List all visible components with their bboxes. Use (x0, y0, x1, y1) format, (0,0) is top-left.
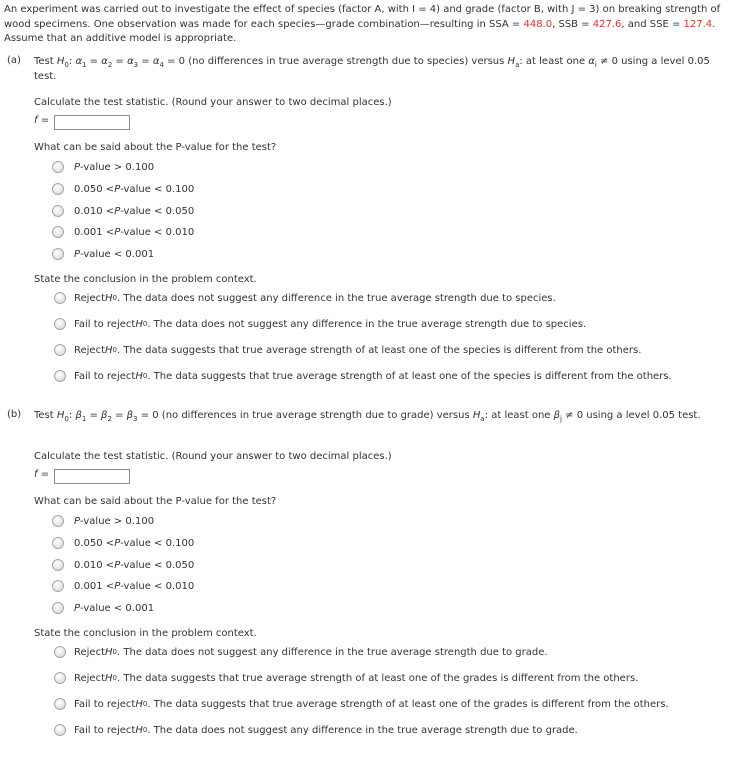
h-symbol: H (135, 318, 143, 330)
ssb-value: 427.6 (592, 18, 622, 30)
subscript: 0 (64, 415, 69, 423)
part-b-pvalue-option-1[interactable] (52, 515, 154, 527)
radio-button[interactable] (54, 292, 66, 304)
hyp-text: : (68, 410, 76, 421)
part-a-pvalue-option-1[interactable] (52, 161, 154, 173)
radio-button[interactable] (52, 580, 64, 592)
option-text: -value > 0.100 (80, 161, 155, 173)
f-label: f (34, 115, 38, 126)
subscript: 1 (82, 61, 87, 69)
part-b-label: (b) (7, 409, 22, 420)
option-text: Reject (74, 646, 106, 658)
prompt-text: What can be said about the P-value for the test? (34, 496, 277, 507)
option-text: Fail to reject (74, 724, 136, 736)
p-symbol: P (74, 161, 81, 173)
part-a-label: (a) (7, 55, 21, 66)
option-text: -value < 0.050 (120, 205, 195, 217)
part-b-hypothesis (34, 409, 734, 424)
p-symbol: P (114, 226, 121, 238)
p-symbol: P (114, 537, 121, 549)
radio-button[interactable] (54, 370, 66, 382)
f-eq: = (37, 115, 50, 126)
subscript: 1 (81, 415, 87, 423)
part-a-conclusion-option-3[interactable]: Reject H 0 . The data suggests that true average strength of at least one of the species is different from the others. (54, 344, 641, 356)
part-b-conclusion-option-1[interactable]: Reject H 0 . The data does not suggest any difference in the true average strength due to grade. (54, 646, 548, 658)
option-text: -value > 0.100 (80, 515, 155, 527)
part-b-conclusion-option-2[interactable]: Reject H 0 . The data suggests that true average strength of at least one of the grades is different from the others. (54, 672, 638, 684)
part-a-pvalue-prompt (34, 142, 276, 153)
alpha-symbol: α (152, 56, 160, 67)
alpha-symbol: α (75, 56, 83, 67)
part-b-conclusion-option-3[interactable]: Fail to reject H 0 . The data suggests that true average strength of at least one of the grades is different from the others. (54, 698, 669, 710)
hyp-text: : at least one (519, 56, 589, 67)
subscript: 0 (64, 61, 69, 69)
subscript: a (480, 415, 485, 423)
radio-button[interactable] (54, 672, 66, 684)
hyp-text: ≠ 0 using a level 0.05 test. (561, 410, 701, 421)
option-text: 0.010 < (74, 559, 115, 571)
intro-text: . Assume that an additive model is appropriate. (4, 18, 716, 44)
option-text: . The data does not suggest any difference in the true average strength due to species. (147, 318, 587, 330)
option-text: Reject (74, 672, 106, 684)
part-a-f-input[interactable] (54, 115, 130, 130)
intro-text: , and SSE = (621, 18, 684, 30)
intro-text: An experiment was carried out to investigate the effect of species (factor A, with I = 4) and grade (factor B, with J = 3) on breaking strength of wood specimens. One observation was made for each species—grade combination—resulting in SSA = (4, 4, 721, 30)
option-text: -value < 0.050 (120, 559, 195, 571)
radio-button[interactable] (54, 698, 66, 710)
alpha-symbol: α (588, 56, 595, 67)
option-text: 0.050 < (74, 537, 115, 549)
part-a-conclusion-prompt: State the conclusion in the problem context. (34, 274, 257, 285)
radio-button[interactable] (52, 226, 64, 238)
hyp-text: = (138, 56, 153, 67)
p-symbol: P (74, 248, 81, 260)
radio-button[interactable] (52, 602, 64, 614)
radio-button[interactable] (54, 646, 66, 658)
hyp-text: = 0 (no differences in true average strength due to species) versus (163, 56, 508, 67)
beta-symbol: β (101, 410, 108, 421)
h-symbol: H (135, 370, 143, 382)
part-a-f-row (34, 115, 49, 126)
option-text: . The data suggests that true average strength of at least one of the species is different from the others. (147, 370, 672, 382)
h-symbol: H (135, 698, 143, 710)
h-symbol: H (56, 56, 65, 67)
radio-button[interactable] (52, 205, 64, 217)
subscript: 3 (133, 61, 139, 69)
h-symbol: H (56, 410, 65, 421)
p-symbol: P (114, 183, 121, 195)
part-b-pvalue-option-3[interactable] (52, 559, 194, 571)
hyp-text: Test (34, 56, 57, 67)
beta-symbol: β (126, 410, 134, 421)
sse-value: 127.4 (683, 18, 713, 30)
part-b-conclusion-prompt: State the conclusion in the problem context. (34, 628, 257, 639)
h-symbol: H (135, 724, 143, 736)
part-a-conclusion-option-1[interactable]: Reject H 0 . The data does not suggest any difference in the true average strength due to species. (54, 292, 556, 304)
hyp-text: ≠ 0 using a level 0.05 test. (34, 56, 710, 82)
p-symbol: P (74, 515, 81, 527)
option-text: Fail to reject (74, 370, 136, 382)
part-b-pvalue-prompt (34, 496, 276, 507)
subscript: 3 (133, 415, 138, 423)
option-text: -value < 0.010 (120, 580, 195, 592)
part-b-pvalue-option-5[interactable] (52, 602, 154, 614)
option-text: -value < 0.100 (120, 537, 195, 549)
hyp-text: : at least one (484, 410, 554, 421)
hyp-text: = (111, 410, 127, 421)
hyp-text: = 0 (no differences in true average strength due to grade) versus (137, 410, 473, 421)
part-a-pvalue-option-4[interactable] (52, 226, 194, 238)
option-text: 0.001 < (74, 580, 115, 592)
option-text: -value < 0.001 (80, 602, 155, 614)
h-symbol: H (472, 410, 481, 421)
part-a-pvalue-option-5[interactable] (52, 248, 154, 260)
subscript: j (560, 415, 562, 423)
p-symbol: P (114, 205, 121, 217)
option-text: . The data does not suggest any difference in the true average strength due to grade. (117, 646, 548, 658)
hyp-text: = (112, 56, 128, 67)
radio-button[interactable] (54, 318, 66, 330)
option-text: -value < 0.001 (80, 248, 155, 260)
part-b-calc-prompt: Calculate the test statistic. (Round your answer to two decimal places.) (34, 451, 392, 462)
subscript: 2 (107, 415, 112, 423)
radio-button[interactable] (52, 559, 64, 571)
hyp-text: : (68, 56, 76, 67)
f-label: f (34, 469, 38, 480)
option-text: 0.010 < (74, 205, 115, 217)
part-b-pvalue-option-2[interactable] (52, 537, 194, 549)
hyp-text: = (86, 56, 102, 67)
radio-button[interactable] (54, 724, 66, 736)
subscript: 2 (107, 61, 113, 69)
option-text: . The data suggests that true average strength of at least one of the species is different from the others. (117, 344, 642, 356)
f-eq: = (37, 469, 50, 480)
p-symbol: P (114, 580, 121, 592)
h-symbol: H (507, 56, 516, 67)
p-symbol: P (74, 602, 81, 614)
alpha-symbol: α (101, 56, 108, 67)
option-text: . The data suggests that true average strength of at least one of the grades is different from the others. (117, 672, 639, 684)
option-text: . The data does not suggest any difference in the true average strength due to species. (117, 292, 556, 304)
radio-button[interactable] (52, 161, 64, 173)
part-b-f-input[interactable] (54, 469, 130, 484)
part-a-hypothesis (34, 55, 734, 84)
prompt-text: What can be said about the P-value for the test? (34, 142, 277, 153)
part-a-calc-prompt: Calculate the test statistic. (Round your answer to two decimal places.) (34, 97, 392, 108)
h-symbol: H (105, 344, 113, 356)
h-symbol: H (105, 292, 113, 304)
option-text: . The data suggests that true average strength of at least one of the grades is different from the others. (147, 698, 669, 710)
subscript: a (515, 61, 520, 69)
option-text: Reject (74, 344, 106, 356)
subscript: i (594, 61, 597, 69)
part-a-pvalue-option-3[interactable] (52, 205, 194, 217)
option-text: -value < 0.010 (120, 226, 195, 238)
option-text: Reject (74, 292, 106, 304)
radio-button[interactable] (54, 344, 66, 356)
h-symbol: H (105, 646, 113, 658)
option-text: 0.001 < (74, 226, 115, 238)
beta-symbol: β (553, 410, 561, 421)
h-symbol: H (105, 672, 113, 684)
hyp-text: Test (34, 410, 57, 421)
part-b-conclusion-option-4[interactable]: Fail to reject H 0 . The data does not suggest any difference in the true average strength due to grade. (54, 724, 578, 736)
part-a-conclusion-option-4[interactable]: Fail to reject H 0 . The data suggests that true average strength of at least one of the species is different from the others. (54, 370, 672, 382)
hyp-text: = (86, 410, 102, 421)
beta-symbol: β (75, 410, 82, 421)
part-a-conclusion-option-2[interactable]: Fail to reject H 0 . The data does not suggest any difference in the true average strength due to species. (54, 318, 586, 330)
part-a-pvalue-option-2[interactable] (52, 183, 194, 195)
option-text: Fail to reject (74, 318, 136, 330)
problem-statement (4, 3, 740, 47)
subscript: 4 (159, 61, 164, 69)
radio-button[interactable] (52, 183, 64, 195)
option-text: Fail to reject (74, 698, 136, 710)
radio-button[interactable] (52, 248, 64, 260)
intro-text: , SSB = (552, 18, 593, 30)
radio-button[interactable] (52, 537, 64, 549)
option-text: 0.050 < (74, 183, 115, 195)
part-b-pvalue-option-4[interactable] (52, 580, 194, 592)
radio-button[interactable] (52, 515, 64, 527)
ssa-value: 448.0 (523, 18, 553, 30)
p-symbol: P (114, 559, 121, 571)
option-text: . The data does not suggest any difference in the true average strength due to grade. (147, 724, 578, 736)
option-text: -value < 0.100 (120, 183, 195, 195)
alpha-symbol: α (127, 56, 134, 67)
part-b-f-row (34, 469, 49, 480)
